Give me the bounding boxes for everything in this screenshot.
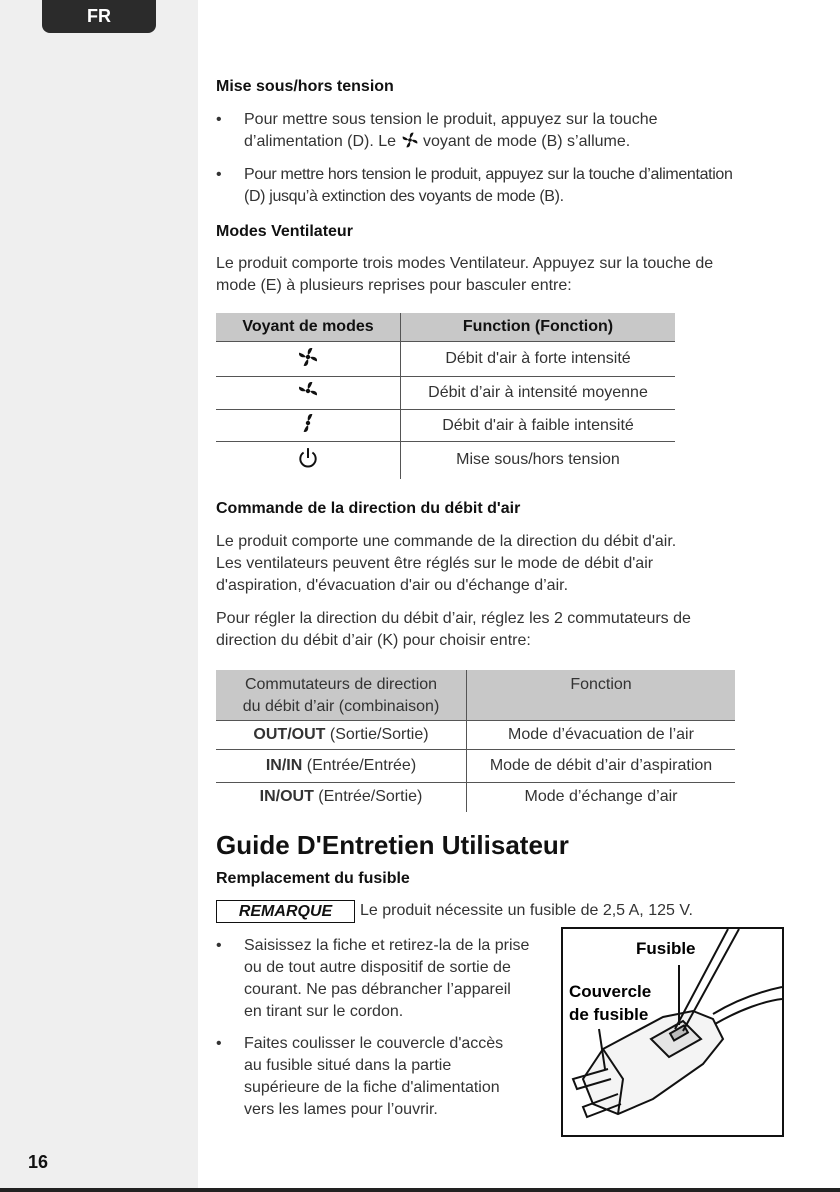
plug-illustration: [563, 929, 782, 1135]
note-label-box: REMARQUE: [216, 900, 355, 923]
language-label: FR: [87, 6, 111, 26]
bullet-unplug: • Saisissez la fiche et retirez-la de la prise ou de tout autre dispositif de sortie de courant. Ne pas débrancher l’appareil en tirant sur le cordon.: [216, 937, 530, 1020]
bullet-power-on: • Pour mettre sous tension le produit, appuyez sur la touche d’alimentation (D). Le voyant de mode (B) s’allume.: [216, 111, 658, 150]
table-cell: IN/IN (Entrée/Entrée): [216, 749, 467, 782]
table-cell: Débit d’air à intensité moyenne: [401, 377, 676, 410]
table-row: [216, 442, 675, 479]
table-row: [216, 377, 675, 410]
table-cell: IN/OUT (Entrée/Sortie): [216, 782, 467, 812]
airflow-switch-table: [216, 670, 735, 812]
table-header-row: [216, 670, 735, 720]
power-icon: [297, 447, 319, 469]
fan-medium-icon: [297, 380, 319, 402]
airflow-direction-paragraph-1: Le produit comporte une commande de la direction du débit d'air. Les ventilateurs peuvent être réglés sur le mode de débit d'air d'aspiration, d'évacuation d'air ou d'échange d’air.: [216, 533, 677, 594]
language-tab: [42, 0, 156, 33]
table-header: Fonction: [467, 670, 736, 720]
fan-high-icon: [401, 131, 419, 149]
section-title-fan-modes: Modes Ventilateur: [216, 223, 353, 240]
table-cell: Mode d’échange d’air: [524, 788, 678, 806]
table-header: Voyant de modes: [216, 313, 401, 342]
table-header: Commutateurs de direction du débit d’air (combinaison): [216, 670, 467, 720]
bottom-rule: [0, 1188, 840, 1192]
table-row: [216, 782, 735, 812]
table-cell: Débit d'air à forte intensité: [401, 342, 676, 377]
bullet-power-off: • Pour mettre hors tension le produit, appuyez sur la touche d’alimentation (D) jusqu’à extinction des voyants de mode (B).: [216, 166, 733, 205]
fan-modes-table: [216, 313, 675, 479]
table-row: [216, 342, 675, 377]
table-header-row: [216, 313, 675, 342]
fan-low-icon: [297, 412, 319, 434]
table-cell: Mise sous/hors tension: [456, 451, 620, 469]
table-row: [216, 749, 735, 782]
table-cell: Mode de débit d’air d’aspiration: [467, 749, 736, 782]
fuse-cover-label: Couvercle de fusible: [569, 982, 652, 1024]
bullet-open-cover: • Faites coulisser le couvercle d'accès au fusible situé dans la partie supérieure de la fiche d'alimentation vers les lames pour l’ouvrir.: [216, 1035, 504, 1118]
airflow-direction-paragraph-2: Pour régler la direction du débit d’air, réglez les 2 commutateurs de direction du débit d’air (K) pour choisir entre:: [216, 610, 691, 649]
fan-high-icon: [297, 346, 319, 368]
page-sidebar: [0, 0, 198, 1192]
page-number: 16: [28, 1152, 49, 1172]
section-title-maintenance: Guide D'Entretien Utilisateur: [216, 830, 569, 860]
table-cell: Débit d'air à faible intensité: [401, 410, 676, 442]
table-header: Function (Fonction): [401, 313, 676, 342]
section-title-power: Mise sous/hors tension: [216, 78, 394, 95]
table-row: [216, 410, 675, 442]
fuse-plug-figure: [561, 927, 784, 1137]
table-cell: Mode d’évacuation de l’air: [467, 720, 736, 749]
table-row: [216, 720, 735, 749]
section-title-airflow-direction: Commande de la direction du débit d'air: [216, 500, 521, 517]
fan-modes-intro: Le produit comporte trois modes Ventilateur. Appuyez sur la touche de mode (E) à plusieurs reprises pour basculer entre:: [216, 255, 714, 294]
table-cell: OUT/OUT (Sortie/Sortie): [216, 720, 467, 749]
fuse-label: Fusible: [636, 939, 696, 958]
section-subtitle-fuse: Remplacement du fusible: [216, 870, 410, 887]
note-text: Le produit nécessite un fusible de 2,5 A, 125 V.: [360, 902, 693, 919]
